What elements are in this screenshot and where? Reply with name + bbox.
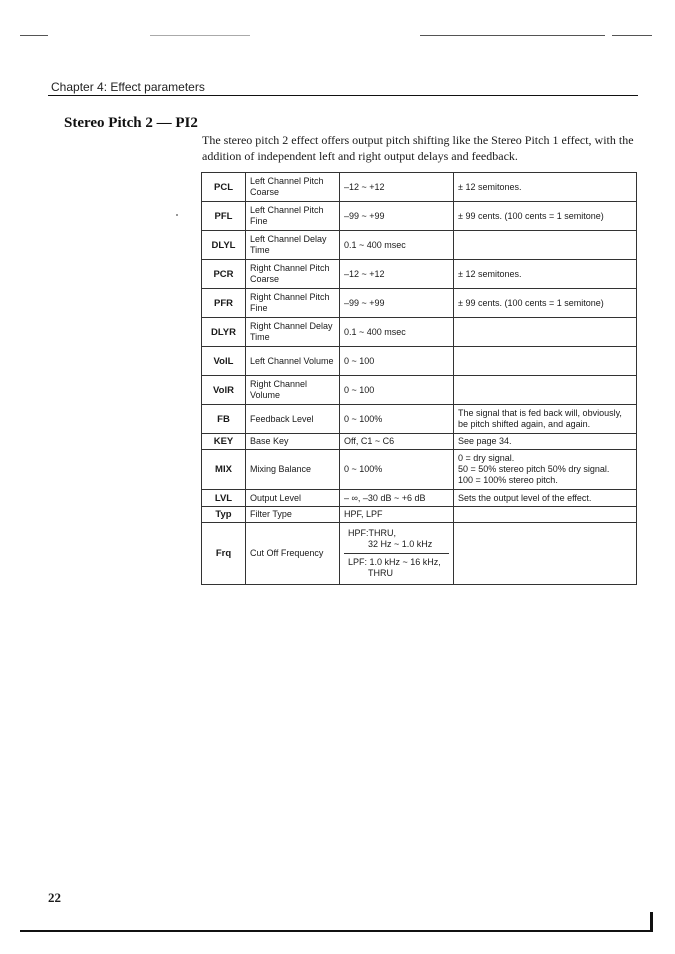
param-abbr: VolL bbox=[202, 347, 246, 376]
param-description bbox=[454, 450, 637, 490]
param-range: 0.1 ~ 400 msec bbox=[340, 318, 454, 347]
param-abbr: FB bbox=[202, 405, 246, 434]
param-description bbox=[454, 523, 637, 585]
param-name: Left Channel Pitch Fine bbox=[246, 202, 340, 231]
param-abbr: KEY bbox=[202, 434, 246, 450]
param-range: 0 ~ 100 bbox=[340, 376, 454, 405]
param-range bbox=[340, 523, 454, 585]
param-range: –99 ~ +99 bbox=[340, 202, 454, 231]
chapter-header: Chapter 4: Effect parameters bbox=[51, 80, 205, 94]
desc-line: 100 = 100% stereo pitch. bbox=[458, 475, 558, 485]
param-name: Right Channel Pitch Fine bbox=[246, 289, 340, 318]
scan-speck bbox=[176, 214, 178, 216]
param-description bbox=[454, 231, 637, 260]
param-name: Filter Type bbox=[246, 507, 340, 523]
param-range: – ∞, –30 dB ~ +6 dB bbox=[340, 490, 454, 507]
param-name: Left Channel Pitch Coarse bbox=[246, 173, 340, 202]
param-description bbox=[454, 376, 637, 405]
param-abbr: PCR bbox=[202, 260, 246, 289]
lpf-range-line: LPF: 1.0 kHz ~ 16 kHz, bbox=[348, 557, 441, 567]
param-range: –12 ~ +12 bbox=[340, 260, 454, 289]
scan-edge-mark bbox=[650, 912, 653, 932]
param-range: 0 ~ 100% bbox=[340, 450, 454, 490]
table-row bbox=[202, 376, 637, 405]
param-name: Right Channel Delay Time bbox=[246, 318, 340, 347]
table-row bbox=[202, 289, 637, 318]
lpf-range-line: THRU bbox=[368, 568, 393, 578]
param-description: Sets the output level of the effect. bbox=[454, 490, 637, 507]
header-rule bbox=[48, 95, 638, 96]
param-name: Left Channel Delay Time bbox=[246, 231, 340, 260]
hpf-range-line: HPF:THRU, bbox=[348, 528, 396, 538]
param-range: –12 ~ +12 bbox=[340, 173, 454, 202]
param-abbr: PFR bbox=[202, 289, 246, 318]
param-range: –99 ~ +99 bbox=[340, 289, 454, 318]
param-description: ± 99 cents. (100 cents = 1 semitone) bbox=[454, 289, 637, 318]
param-name: Output Level bbox=[246, 490, 340, 507]
page-number: 22 bbox=[48, 890, 61, 905]
table-row bbox=[202, 490, 637, 507]
desc-line: 0 = dry signal. bbox=[458, 453, 515, 463]
section-title: Stereo Pitch 2 — PI2 bbox=[64, 115, 198, 131]
param-description: ± 12 semitones. bbox=[454, 260, 637, 289]
section-intro: The stereo pitch 2 effect offers output pitch shifting like the Stereo Pitch 1 effect, with the addition of independent left and right output delays and feedback. bbox=[202, 133, 634, 163]
param-name: Feedback Level bbox=[246, 405, 340, 434]
table-row bbox=[202, 318, 637, 347]
table-row bbox=[202, 523, 637, 585]
param-abbr: PCL bbox=[202, 173, 246, 202]
param-description: ± 12 semitones. bbox=[454, 173, 637, 202]
parameter-table bbox=[201, 172, 637, 585]
param-range: 0 ~ 100% bbox=[340, 405, 454, 434]
desc-line: 50 = 50% stereo pitch 50% dry signal. bbox=[458, 464, 610, 474]
footer-rule bbox=[20, 930, 653, 932]
param-abbr: VolR bbox=[202, 376, 246, 405]
hpf-range-line: 32 Hz ~ 1.0 kHz bbox=[368, 539, 433, 549]
lpf-range bbox=[344, 553, 449, 582]
param-description: See page 34. bbox=[454, 434, 637, 450]
param-description: ± 99 cents. (100 cents = 1 semitone) bbox=[454, 202, 637, 231]
param-abbr: DLYL bbox=[202, 231, 246, 260]
table-row bbox=[202, 450, 637, 490]
hpf-range bbox=[344, 525, 449, 553]
param-abbr: MIX bbox=[202, 450, 246, 490]
param-name: Right Channel Pitch Coarse bbox=[246, 260, 340, 289]
param-range: 0.1 ~ 400 msec bbox=[340, 231, 454, 260]
param-description bbox=[454, 318, 637, 347]
param-description bbox=[454, 347, 637, 376]
param-name: Cut Off Frequency bbox=[246, 523, 340, 585]
param-range: Off, C1 ~ C6 bbox=[340, 434, 454, 450]
table-row bbox=[202, 202, 637, 231]
table-row bbox=[202, 231, 637, 260]
table-row bbox=[202, 260, 637, 289]
param-abbr: DLYR bbox=[202, 318, 246, 347]
table-row bbox=[202, 173, 637, 202]
table-row bbox=[202, 434, 637, 450]
param-abbr: Frq bbox=[202, 523, 246, 585]
table-row bbox=[202, 347, 637, 376]
param-abbr: Typ bbox=[202, 507, 246, 523]
table-row bbox=[202, 405, 637, 434]
param-name: Left Channel Volume bbox=[246, 347, 340, 376]
param-abbr: PFL bbox=[202, 202, 246, 231]
param-description bbox=[454, 507, 637, 523]
scan-artifact-top bbox=[20, 35, 655, 37]
param-description: The signal that is fed back will, obviously, be pitch shifted again, and again. bbox=[454, 405, 637, 434]
param-name: Base Key bbox=[246, 434, 340, 450]
table-row bbox=[202, 507, 637, 523]
param-abbr: LVL bbox=[202, 490, 246, 507]
param-name: Mixing Balance bbox=[246, 450, 340, 490]
param-name: Right Channel Volume bbox=[246, 376, 340, 405]
param-range: 0 ~ 100 bbox=[340, 347, 454, 376]
param-range: HPF, LPF bbox=[340, 507, 454, 523]
